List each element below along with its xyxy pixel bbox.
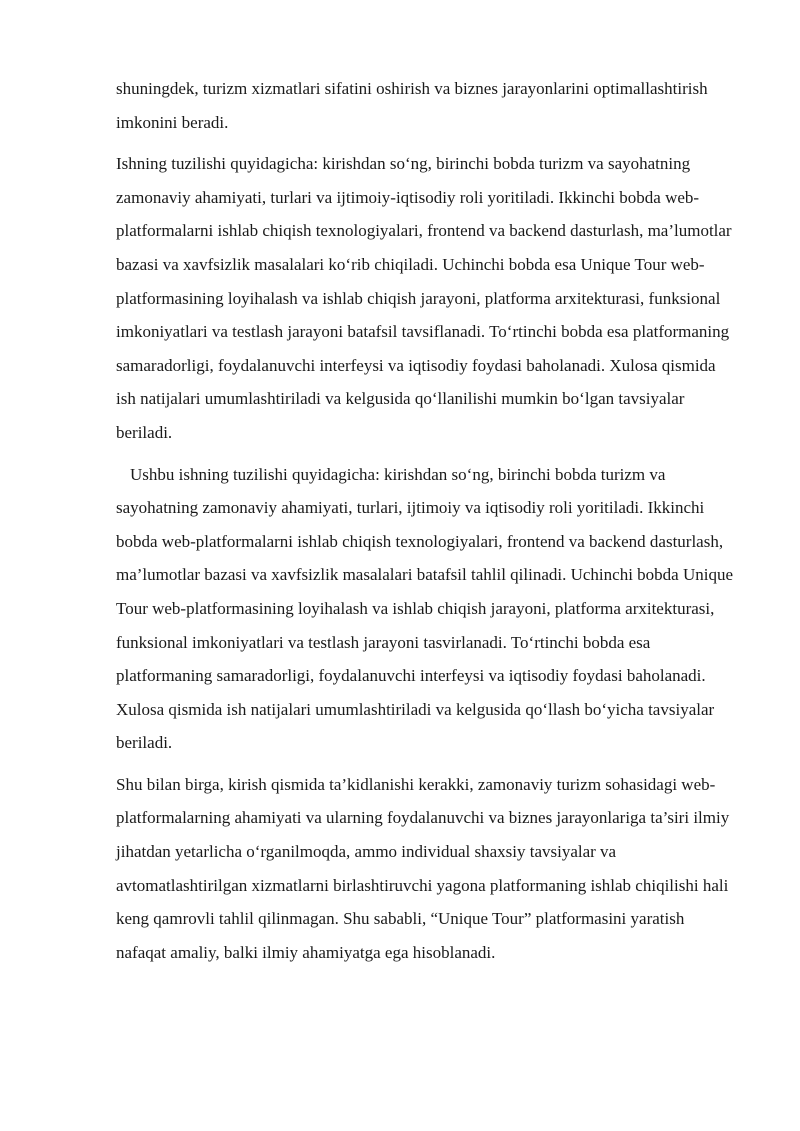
paragraph-structure-overview: Ishning tuzilishi quyidagicha: kirishdan so‘ng, birinchi bobda turizm va sayohatning zamonaviy ahamiyati, turlari va ijtimoiy-iqtisodiy roli yoritiladi. Ikkinchi bobda web-platformalarni ishlab chiqish texnologiyalari, frontend va backend dasturlash, ma’lumotlar bazasi va xavfsizlik masalalari ko‘rib chiqiladi. Uchinchi bobda esa Unique Tour web-platformasining loyihalash va ishlab chiqish jarayoni, platforma arxitekturasi, funksional imkoniyatlari va testlash jarayoni batafsil tavsiflanadi. To‘rtinchi bobda esa platformaning samaradorligi, foydalanuvchi interfeysi va iqtisodiy foydasi baholanadi. Xulosa qismida ish natijalari umumlashtiriladi va kelgusida qo‘llanilishi mumkin bo‘lgan tavsiyalar beriladi.: [116, 154, 732, 442]
paragraph-continuation: shuningdek, turizm xizmatlari sifatini oshirish va biznes jarayonlarini optimallashtirish imkonini beradi.: [116, 79, 708, 132]
document-body: [116, 72, 736, 977]
paragraph-scientific-significance: Shu bilan birga, kirish qismida ta’kidlanishi kerakki, zamonaviy turizm sohasidagi web-platformalarning ahamiyati va ularning foydalanuvchi va biznes jarayonlariga ta’siri ilmiy jihatdan yetarlicha o‘rganilmoqda, ammo individual shaxsiy tavsiyalar va avtomatlashtirilgan xizmatlarni birlashtiruvchi yagona platformaning ishlab chiqilishi hali keng qamrovli tahlil qilinmagan. Shu sababli, “Unique Tour” platformasini yaratish nafaqat amaliy, balki ilmiy ahamiyatga ega hisoblanadi.: [116, 774, 730, 962]
paragraph-structure-overview-revised: Ushbu ishning tuzilishi quyidagicha: kirishdan so‘ng, birinchi bobda turizm va sayohatning zamonaviy ahamiyati, turlari, ijtimoiy va iqtisodiy roli yoritiladi. Ikkinchi bobda web-platformalarni ishlab chiqish texnologiyalari, frontend va backend dasturlash, ma’lumotlar bazasi va xavfsizlik masalalari batafsil tahlil qilinadi. Uchinchi bobda Unique Tour web-platformasining loyihalash va ishlab chiqish jarayoni, platforma arxitekturasi, funksional imkoniyatlari va testlash jarayoni tasvirlanadi. To‘rtinchi bobda esa platformaning samaradorligi, foydalanuvchi interfeysi va iqtisodiy foydasi baholanadi. Xulosa qismida ish natijalari umumlashtiriladi va kelgusida qo‘llash bo‘yicha tavsiyalar beriladi.: [116, 464, 734, 753]
